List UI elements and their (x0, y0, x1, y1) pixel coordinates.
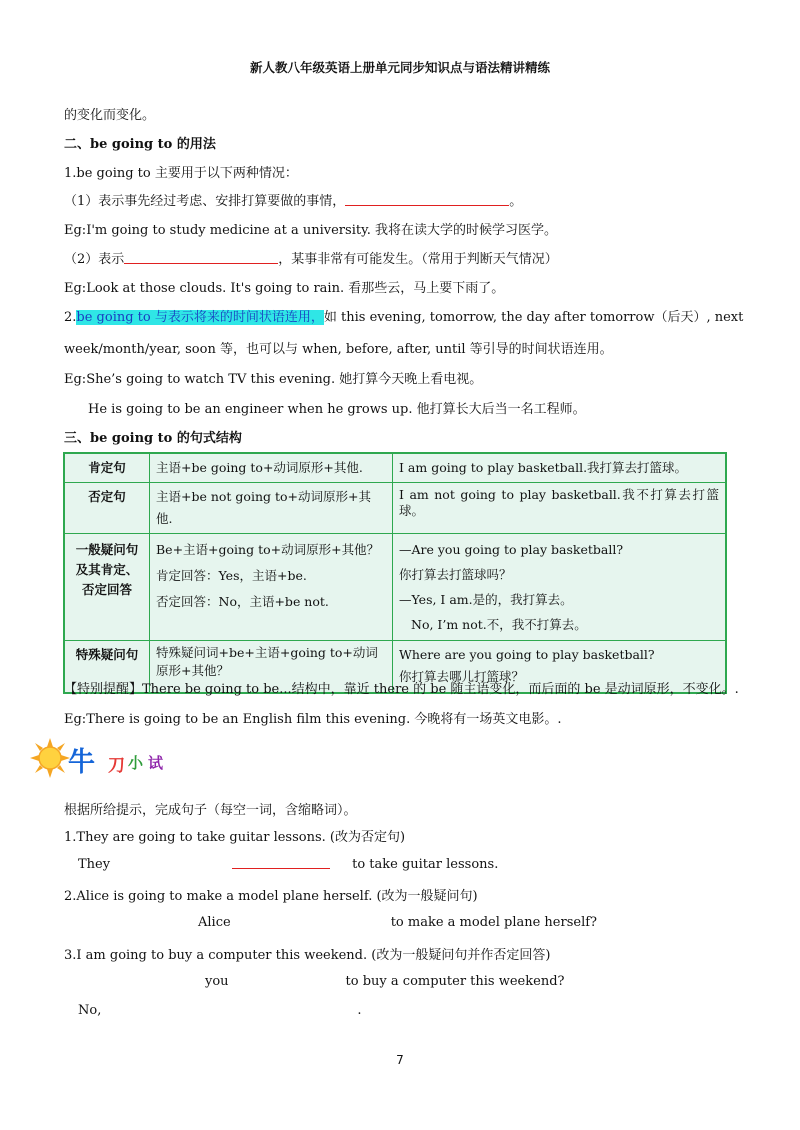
table-row (64, 534, 726, 641)
answer-word: No, (78, 1003, 102, 1018)
answer-word: to make a model plane herself? (390, 915, 598, 930)
example-line: 你打算去哪儿打篮球？ (399, 669, 525, 684)
example-cell: I am not going to play basketball.我不打算去打篮球。 (393, 483, 727, 534)
highlighted-text: be going to 与表示将来的时间状语连用， (76, 310, 324, 325)
row-label: 一般疑问句及其肯定、否定回答 (64, 534, 150, 641)
question-3: 3.I am going to buy a computer this weekend. (改为一般疑问句并作否定回答) (64, 948, 551, 963)
question-1: 1.They are going to take guitar lessons. (改为否定句) (64, 830, 406, 845)
row-label: 肯定句 (64, 453, 150, 483)
example-cell: I am going to play basketball.我打算去打篮球。 (393, 453, 727, 483)
logo-char: 牛 (68, 747, 95, 778)
pattern-cell (150, 534, 393, 641)
answer-blank[interactable] (232, 856, 330, 869)
answer-line-4 (78, 1003, 361, 1018)
question-2: 2.Alice is going to make a model plane herself. (改为一般疑问句) (64, 889, 478, 904)
answer-line-3 (205, 974, 564, 989)
answer-word: to take guitar lessons. (352, 857, 499, 872)
point-2-text: 如 this evening, tomorrow, the day after tomorrow（后天）, next (323, 310, 744, 325)
case-1-end: 。 (509, 194, 523, 209)
row-label: 否定句 (64, 483, 150, 534)
logo-char: 刀 (108, 756, 125, 776)
page-header: 新人教八年级英语上册单元同步知识点与语法精讲精练 (249, 60, 550, 75)
pattern-cell: 主语+be not going to+动词原形+其他. (150, 483, 393, 534)
answer-blank[interactable] (124, 251, 278, 264)
point-2-prefix: 2. (64, 310, 77, 325)
page-number: 7 (396, 1053, 404, 1067)
example-line: No, I’m not.不，我不打算去。 (411, 617, 587, 632)
example-4: He is going to be an engineer when he grows up. 他打算长大后当一名工程师。 (88, 402, 586, 417)
answer-blank[interactable] (345, 193, 509, 206)
exercise-instruction: 根据所给提示，完成句子（每空一词，含缩略词）。 (64, 803, 357, 818)
example-3: Eg:She’s going to watch TV this evening. 她打算今天晚上看电视。 (64, 372, 483, 387)
example-2: Eg:Look at those clouds. It's going to rain. 看那些云，马上要下雨了。 (64, 281, 505, 296)
logo-char: 试 (148, 754, 164, 772)
pattern-line: Be+主语+going to+动词原形+其他？ (156, 542, 380, 557)
pattern-line: 肯定回答：Yes，主语+be. (156, 568, 307, 583)
example-5: Eg:There is going to be an English film this evening. 今晚将有一场英文电影。. (64, 712, 562, 727)
answer-line-2 (198, 915, 597, 930)
case-2-end: ，某事非常有可能发生。（常用于判断天气情况） (278, 252, 558, 267)
answer-word: you (205, 974, 229, 989)
answer-word: They (78, 857, 111, 872)
grammar-table (63, 452, 727, 694)
example-line: 你打算去打篮球吗？ (399, 567, 512, 582)
answer-word: Alice (198, 915, 231, 930)
case-1-text: （1）表示事先经过考虑、安排打算要做的事情， (64, 194, 346, 209)
section-logo (30, 738, 170, 778)
table-row (64, 453, 726, 483)
table-row (64, 483, 726, 534)
logo-char: 小 (128, 754, 144, 772)
pattern-line: 否定回答：No，主语+be not. (156, 594, 329, 609)
pattern-cell: 特殊疑问词+be+主语+going to+动词原形+其他？ (150, 641, 393, 694)
example-1: Eg:I'm going to study medicine at a university. 我将在读大学的时候学习医学。 (64, 223, 557, 238)
example-cell (393, 534, 727, 641)
special-note: 【特别提醒】There be going to be...结构中，靠近 there 的 be 随主语变化，而后面的 be 是动词原形，不变化。. (64, 682, 739, 697)
sun-icon (30, 738, 70, 778)
example-line: Where are you going to play basketball? (399, 647, 655, 662)
row-label: 特殊疑问句 (64, 641, 150, 694)
section-2-heading: 二、be going to 的用法 (64, 137, 216, 152)
point-2 (64, 306, 743, 325)
example-line: —Are you going to play basketball? (399, 542, 624, 557)
point-2-continued: week/month/year, soon 等，也可以与 when, before, after, until 等引导的时间状语连用。 (64, 342, 613, 357)
case-2 (64, 248, 558, 267)
answer-word: . (357, 1003, 362, 1018)
section-3-heading: 三、be going to 的句式结构 (64, 431, 242, 446)
pattern-cell: 主语+be going to+动词原形+其他. (150, 453, 393, 483)
example-line: —Yes, I am.是的，我打算去。 (399, 592, 573, 607)
answer-word: to buy a computer this weekend? (345, 974, 565, 989)
case-1 (64, 190, 522, 209)
point-1: 1.be going to 主要用于以下两种情况： (64, 166, 298, 181)
continuation-text: 的变化而变化。 (64, 108, 156, 123)
case-2-text: （2）表示 (64, 252, 125, 267)
answer-line-1 (78, 856, 498, 872)
